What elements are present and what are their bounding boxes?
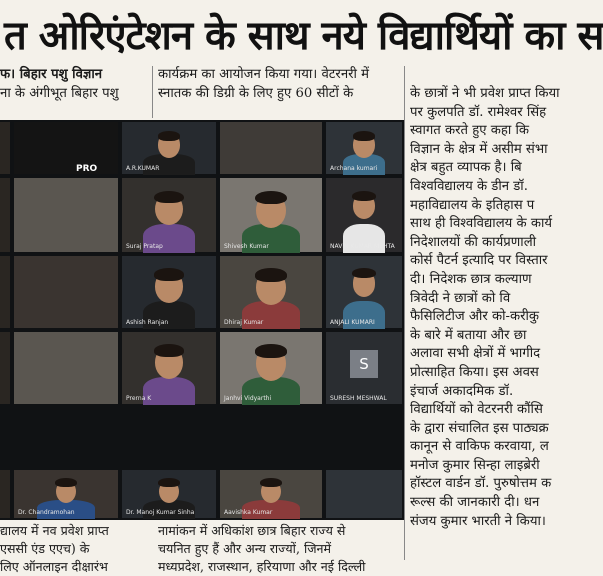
video-tile bbox=[14, 332, 118, 404]
text-line: साथ ही विश्वविद्यालय के कार्य bbox=[410, 216, 553, 232]
video-tile-edge bbox=[0, 256, 10, 328]
participant-name: Suraj Pratap bbox=[126, 243, 163, 250]
participant-hair bbox=[158, 131, 181, 141]
text-line: क्षेत्र बहुत व्यापक है। बि bbox=[410, 160, 522, 176]
video-tile bbox=[122, 256, 216, 328]
participant-hair bbox=[154, 191, 184, 204]
participant-name: Aavishka Kumar bbox=[224, 509, 273, 516]
text-line: विद्यार्थियों को वेटरनरी कौंसि bbox=[410, 402, 543, 418]
participant-name: ANJALI KUMARI bbox=[330, 319, 375, 326]
meeting-photo bbox=[0, 120, 404, 520]
text-line: द्यालय में नव प्रवेश प्राप्त bbox=[0, 523, 109, 538]
participant-name: A.R.KUMAR bbox=[126, 165, 160, 172]
text-line: कार्यक्रम का आयोजन किया गया। वेटरनरी में bbox=[158, 67, 370, 82]
text-line: दी। निदेशक छात्र कल्याण bbox=[410, 271, 532, 287]
video-tile bbox=[326, 122, 402, 174]
participant-hair bbox=[255, 191, 287, 205]
column-2-bottom bbox=[158, 522, 402, 574]
text-line: मनोज कुमार सिन्हा लाइब्रेरी bbox=[410, 457, 540, 473]
video-tile bbox=[122, 178, 216, 252]
video-tile bbox=[220, 122, 322, 174]
text-line: ना के अंगीभूत बिहार पशु bbox=[0, 85, 119, 101]
participant-hair bbox=[255, 344, 287, 358]
video-tile bbox=[220, 470, 322, 518]
participant-name: Shivesh Kumar bbox=[224, 243, 269, 250]
participant-name: Prerna K bbox=[126, 395, 152, 402]
text-line: फैसिलिटीज और को-करीकु bbox=[410, 309, 540, 325]
video-tile bbox=[14, 256, 118, 328]
text-line: लिए ऑनलाइन दीक्षारंभ bbox=[0, 559, 108, 574]
video-tile-edge bbox=[0, 178, 10, 252]
text-line: स्नातक की डिग्री के लिए हुए 60 सीटों के bbox=[158, 85, 354, 101]
participant-hair bbox=[154, 344, 184, 357]
text-line: के द्वारा संचालित इस पाठ्यक्र bbox=[410, 420, 549, 436]
video-tile bbox=[326, 178, 402, 252]
video-tile bbox=[14, 178, 118, 252]
column-divider bbox=[152, 66, 153, 118]
text-line: हॉस्टल वार्डन डॉ. पुरुषोत्तम क bbox=[410, 476, 552, 492]
video-tile-edge bbox=[0, 332, 10, 404]
column-2-top bbox=[158, 66, 400, 118]
text-line: मध्यप्रदेश, राजस्थान, हरियाणा और नई दिल्ली bbox=[158, 559, 366, 574]
video-tile bbox=[122, 332, 216, 404]
text-line: रूल्स की जानकारी दी। धन bbox=[410, 495, 540, 511]
video-tile bbox=[326, 470, 402, 518]
video-tile bbox=[326, 256, 402, 328]
text-line: नामांकन में अधिकांश छात्र बिहार राज्य से bbox=[158, 523, 346, 538]
headline bbox=[0, 0, 603, 64]
text-line: निदेशालयों की कार्यप्रणाली bbox=[410, 234, 537, 250]
video-tile bbox=[220, 178, 322, 252]
participant-hair bbox=[55, 478, 76, 487]
participant-name: Dhiraj Kumar bbox=[224, 319, 264, 326]
text-line: इंचार्ज अकादमिक डॉ. bbox=[410, 383, 514, 399]
video-grid bbox=[0, 120, 404, 520]
participant-hair bbox=[158, 478, 179, 487]
text-line: विज्ञान के क्षेत्र में असीम संभा bbox=[410, 141, 548, 157]
participant-hair bbox=[255, 268, 287, 282]
participant-hair bbox=[260, 478, 281, 487]
video-tile-edge bbox=[0, 122, 10, 174]
column-3 bbox=[410, 85, 560, 560]
participant-name: Archana kumari bbox=[330, 165, 378, 172]
text-line: अलावा सभी क्षेत्रों में भागीद bbox=[410, 346, 541, 362]
video-tile bbox=[122, 470, 216, 518]
participant-initial-avatar: S bbox=[350, 350, 378, 378]
column-1-bottom bbox=[0, 522, 150, 574]
text-line: प्रोत्साहित किया। इस अवस bbox=[410, 364, 539, 380]
headline-text: त ओरिएंटेशन के साथ नये विद्यार्थियों का स bbox=[4, 13, 603, 59]
text-line: कानून से वाकिफ करवाया, ल bbox=[410, 439, 549, 455]
text-line: एससी एंड एएच) के bbox=[0, 541, 90, 556]
text-line: चयनित हुए हैं और अन्य राज्यों, जिनमें bbox=[158, 541, 332, 556]
participant-name: NAVIN KUMAR MEHTA bbox=[330, 243, 395, 250]
video-tile-edge bbox=[0, 470, 10, 518]
pro-label: PRO bbox=[76, 164, 98, 174]
participant-hair bbox=[353, 131, 376, 141]
text-line: पर कुलपति डॉ. रामेश्वर सिंह bbox=[410, 104, 547, 120]
participant-name: Janhvi Vidyarthi bbox=[224, 395, 272, 402]
participant-name: SURESH MESHWAL bbox=[330, 395, 387, 402]
participant-name: Ashish Ranjan bbox=[126, 319, 169, 326]
column-divider bbox=[404, 66, 405, 560]
participant-hair bbox=[154, 268, 184, 281]
video-tile bbox=[220, 256, 322, 328]
text-line: संजय कुमार भारती ने किया। bbox=[410, 513, 546, 529]
video-tile bbox=[14, 470, 118, 518]
text-line: के बारे में बताया और छा bbox=[410, 327, 527, 343]
video-tile bbox=[14, 122, 118, 174]
text-line: महाविद्यालय के इतिहास प bbox=[410, 197, 535, 213]
text-line: विश्वविद्यालय के डीन डॉ. bbox=[410, 178, 528, 194]
text-line: त्रिवेदी ने छात्रों को वि bbox=[410, 290, 511, 306]
video-tile bbox=[220, 332, 322, 404]
text-line: स्वागत करते हुए कहा कि bbox=[410, 123, 530, 139]
video-tile bbox=[326, 332, 402, 404]
participant-hair bbox=[352, 191, 376, 201]
text-line: कोर्स पैटर्न इत्यादि पर विस्तार bbox=[410, 253, 548, 269]
text-line: फ। बिहार पशु विज्ञान bbox=[0, 67, 103, 82]
participant-name: Dr. Manoj Kumar Sinha bbox=[126, 509, 195, 516]
text-line: के छात्रों ने भी प्रवेश प्राप्त किया bbox=[410, 86, 560, 101]
participant-hair bbox=[352, 268, 376, 278]
participant-name: Dr. Chandramohan bbox=[18, 509, 75, 516]
column-1-top bbox=[0, 66, 150, 118]
video-tile bbox=[122, 122, 216, 174]
